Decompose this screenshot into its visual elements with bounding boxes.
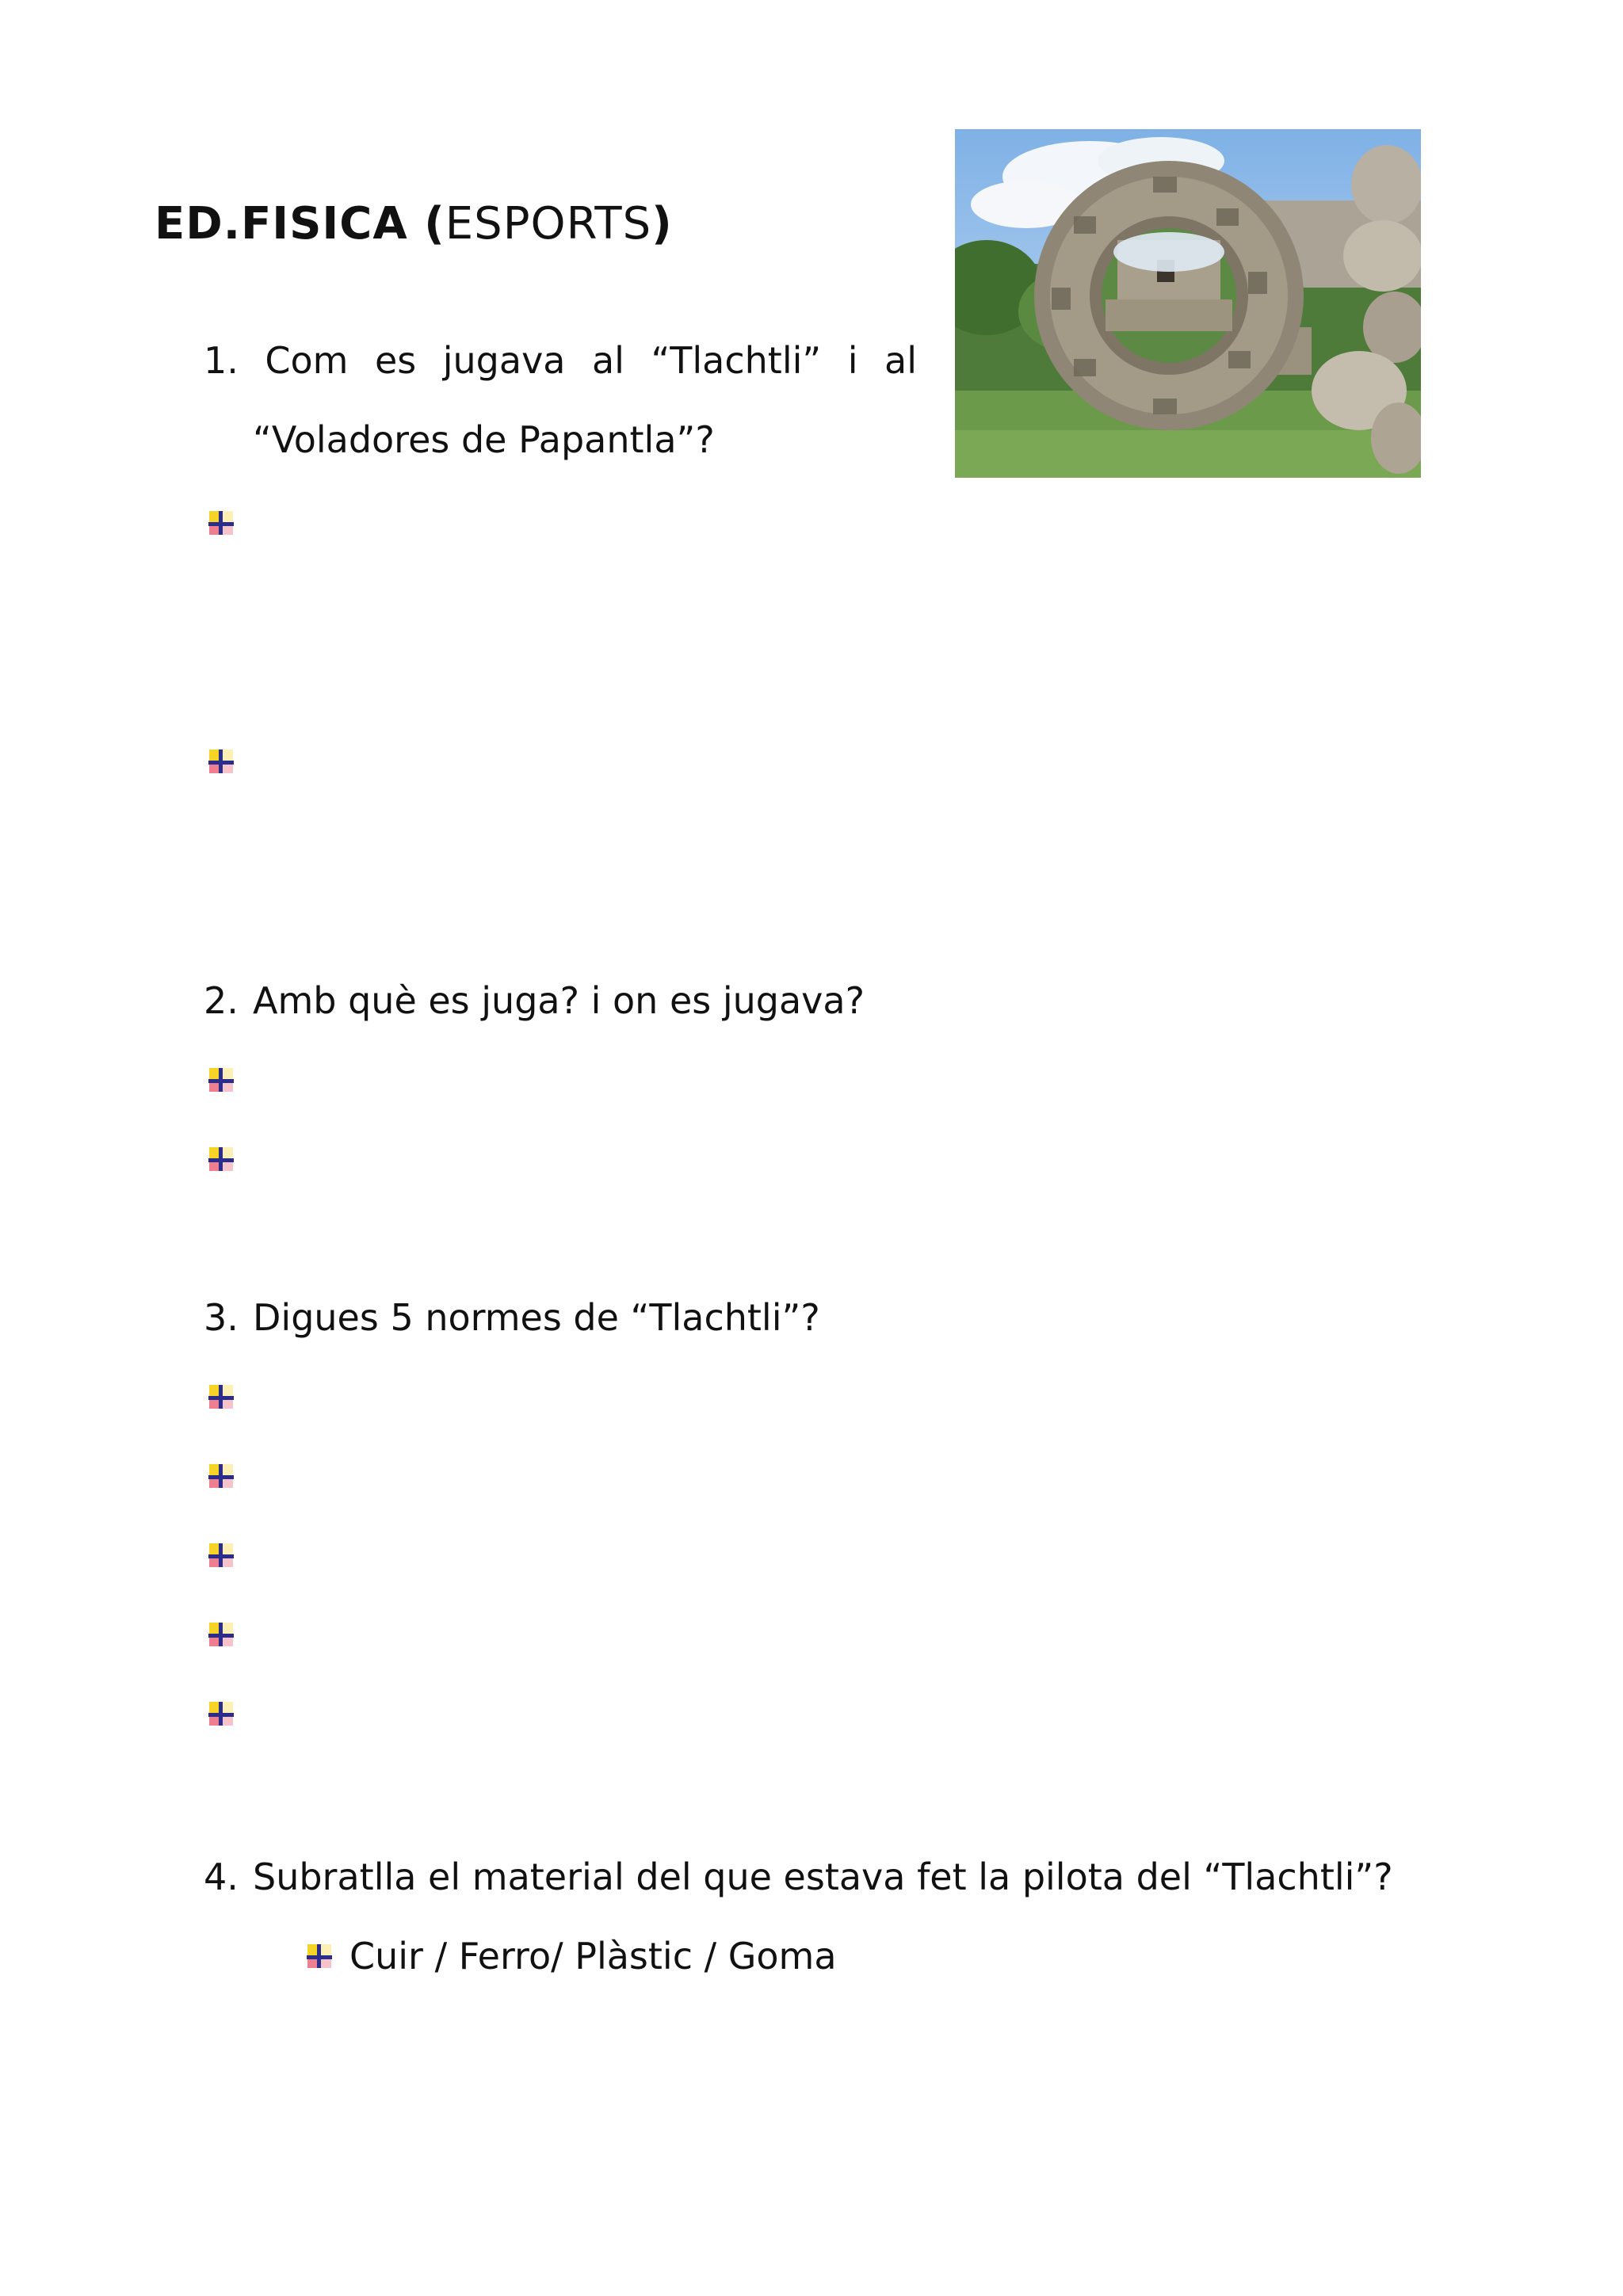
title-normal: ESPORTS — [445, 198, 652, 250]
question-1-line-2: “Voladores de Papantla”? — [253, 418, 715, 461]
colored-plus-bullet-icon — [207, 1699, 235, 1728]
colored-plus-bullet-icon — [305, 1942, 334, 1970]
question-3-number: 3. — [204, 1296, 239, 1339]
question-1-word: jugava — [442, 339, 566, 382]
colored-plus-bullet-icon — [207, 1541, 235, 1569]
colored-plus-bullet-icon — [207, 1462, 235, 1490]
question-3 — [204, 1296, 820, 1339]
question-1-word: i — [847, 339, 858, 382]
question-2-number: 2. — [204, 979, 239, 1022]
title-bold: ED.FISICA ( — [155, 198, 445, 250]
question-2-text: Amb què es juga? i on es jugava? — [253, 979, 865, 1022]
question-1-word: “Tlachtli” — [651, 339, 822, 382]
question-2 — [204, 979, 865, 1022]
question-3-text: Digues 5 normes de “Tlachtli”? — [253, 1296, 820, 1339]
ballcourt-ring-photo — [955, 129, 1421, 478]
question-4 — [204, 1855, 1393, 1898]
colored-plus-bullet-icon — [207, 747, 235, 776]
question-1-word: al — [884, 339, 917, 382]
colored-plus-bullet-icon — [207, 1145, 235, 1173]
question-1-number: 1. — [204, 339, 239, 382]
page-title — [155, 198, 673, 250]
question-4-options — [305, 1935, 837, 1978]
colored-plus-bullet-icon — [207, 509, 235, 537]
title-close: ) — [651, 198, 673, 250]
colored-plus-bullet-icon — [207, 1620, 235, 1649]
question-1-line-1 — [204, 339, 917, 382]
colored-plus-bullet-icon — [207, 1066, 235, 1094]
question-4-text: Subratlla el material del que estava fet la pilota del “Tlachtli”? — [253, 1855, 1393, 1898]
question-1-word: Com — [265, 339, 349, 382]
question-1-word: al — [591, 339, 624, 382]
colored-plus-bullet-icon — [207, 1383, 235, 1411]
question-1-word: es — [374, 339, 417, 382]
question-4-number: 4. — [204, 1855, 239, 1898]
material-options-text: Cuir / Ferro/ Plàstic / Goma — [349, 1935, 837, 1978]
